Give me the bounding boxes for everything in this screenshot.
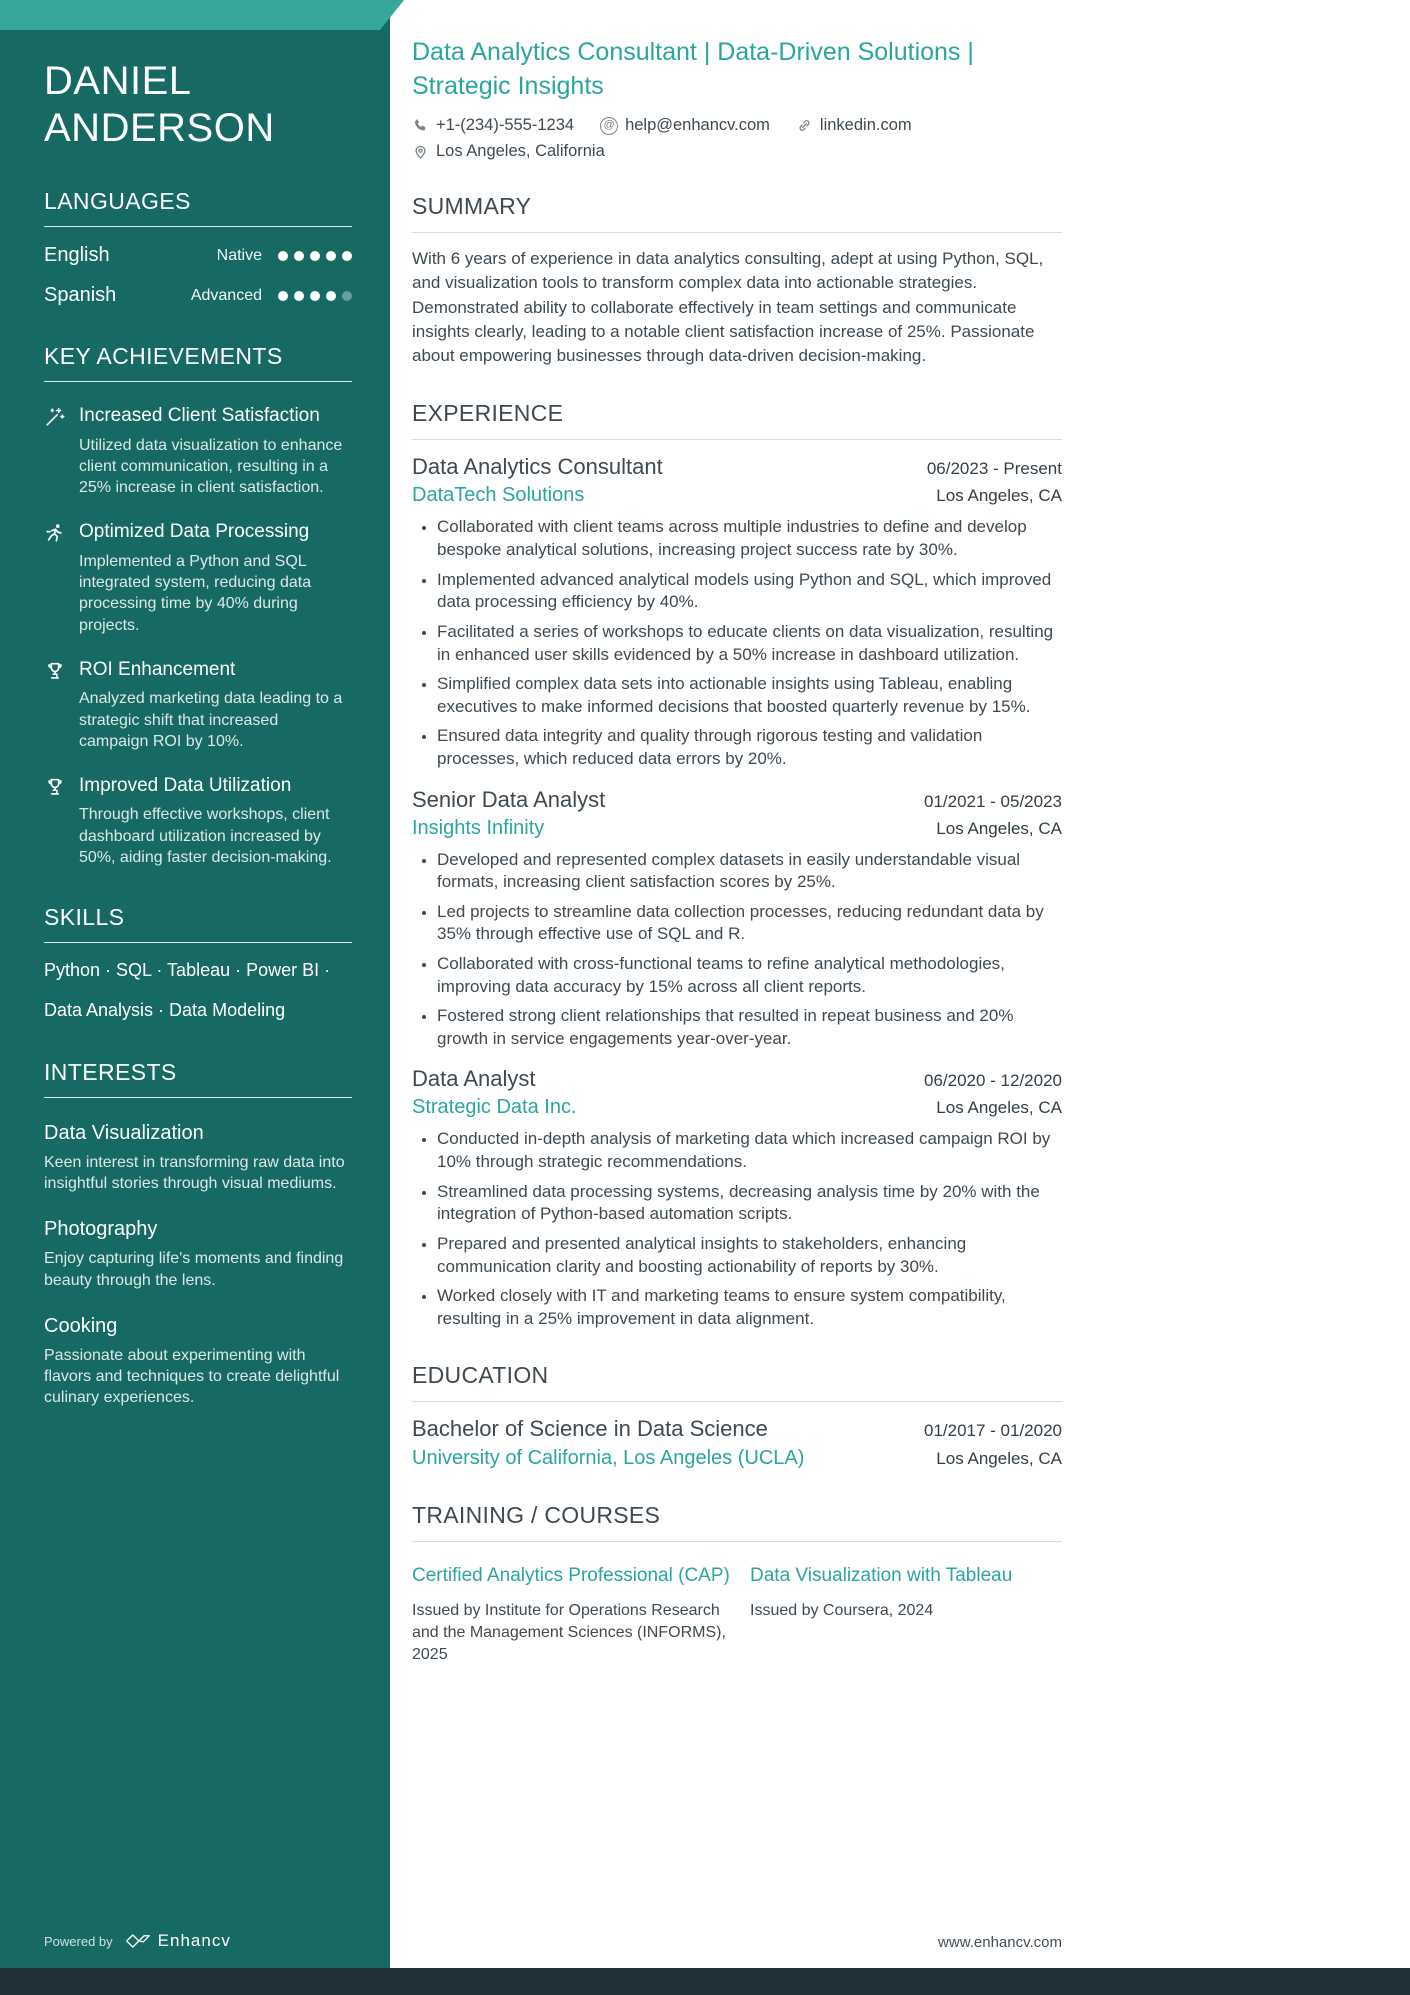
skills-section	[44, 904, 352, 1023]
education-degree: Bachelor of Science in Data Science	[412, 1416, 768, 1442]
job-location: Los Angeles, CA	[936, 1098, 1062, 1118]
candidate-first-name: DANIEL	[44, 59, 192, 103]
powered-by-label: Powered by	[44, 1933, 113, 1949]
achievement-description: Utilized data visualization to enhance client communication, resulting in a 25% increase in client satisfaction.	[79, 437, 343, 497]
trophy-icon	[44, 774, 66, 868]
phone-icon	[412, 117, 429, 134]
job-role: Data Analyst	[412, 1066, 536, 1092]
job-bullet: • Collaborated with client teams across multiple industries to define and develop bespoke analytical solutions, increasing project success rate by 30%.	[437, 516, 1062, 561]
job-bullet: • Prepared and presented analytical insights to stakeholders, enhancing communication clarity and boosting actionability of reports by 30%.	[437, 1233, 1062, 1278]
course-name: Certified Analytics Professional (CAP)	[412, 1565, 730, 1587]
language-proficiency-dots	[278, 291, 352, 301]
job-bullet: • Worked closely with IT and marketing teams to ensure system compatibility, resulting in a 25% improvement in data alignment.	[437, 1285, 1062, 1330]
job-bullet-list	[412, 1128, 1062, 1330]
education-dates: 01/2017 - 01/2020	[923, 1421, 1062, 1441]
job-company: Insights Infinity	[412, 816, 545, 839]
job-bullet: • Collaborated with cross-functional teams to refine analytical methodologies, improving data accuracy by 15% across all client reports.	[437, 953, 1062, 998]
education-section	[412, 1362, 1062, 1470]
job-dates: 06/2020 - 12/2020	[923, 1071, 1062, 1091]
dot-filled	[294, 291, 304, 301]
training-heading: TRAINING / COURSES	[412, 1502, 1062, 1542]
job-role: Data Analytics Consultant	[412, 454, 663, 480]
job-bullet: • Developed and represented complex datasets in easily understandable visual formats, increasing client satisfaction scores by 25%.	[437, 849, 1062, 894]
interest-description: Keen interest in transforming raw data into insightful stories through visual mediums.	[44, 1154, 345, 1193]
job-location: Los Angeles, CA	[936, 818, 1062, 838]
email-address: help@enhancv.com	[625, 116, 770, 134]
interest-description: Enjoy capturing life's moments and finding beauty through the lens.	[44, 1250, 344, 1289]
skills-list-line: Data Analysis · Data Modeling	[44, 999, 286, 1020]
training-section	[412, 1502, 1062, 1666]
achievement-item	[44, 404, 352, 498]
sidebar-footer	[44, 1931, 231, 1951]
job-bullet: • Simplified complex data sets into actionable insights using Tableau, enabling executives to make informed decisions that boosted quarterly revenue by 15%.	[437, 673, 1062, 718]
job-location: Los Angeles, CA	[936, 486, 1062, 506]
job-bullet-list	[412, 849, 1062, 1051]
job-dates: 01/2021 - 05/2023	[923, 791, 1062, 811]
dot-filled	[278, 251, 288, 261]
experience-entry	[412, 1066, 1062, 1330]
enhancv-brand[interactable]	[125, 1931, 231, 1951]
link-icon	[796, 117, 813, 134]
achievement-body	[79, 520, 347, 635]
job-company: DataTech Solutions	[412, 484, 585, 507]
education-location: Los Angeles, CA	[936, 1449, 1062, 1469]
achievement-title: ROI Enhancement	[79, 658, 236, 680]
location-row	[412, 142, 1062, 161]
experience-section	[412, 400, 1062, 1330]
email-icon: @	[600, 117, 618, 135]
candidate-last-name: ANDERSON	[44, 106, 275, 151]
location-contact	[412, 142, 605, 161]
job-bullet: • Facilitated a series of workshops to educate clients on data visualization, resulting in enhanced user skills evidenced by a 50% increase in dashboard utilization.	[437, 621, 1062, 666]
phone-contact	[412, 116, 574, 135]
achievement-title: Improved Data Utilization	[79, 774, 292, 796]
education-school: University of California, Los Angeles (UCLA)	[412, 1447, 805, 1470]
dot-filled	[310, 251, 320, 261]
summary-text: With 6 years of experience in data analytics consulting, adept at using Python, SQL, and visualization tools to transform complex data into actionable strategies. Demonstrated ability to collaborate effectively in team settings and communicate insights clearly, leading to a notable client satisfaction increase of 25%. Passionate about empowering businesses through data-driven decision-making.	[412, 249, 1044, 366]
link-text: linkedin.com	[819, 116, 912, 134]
candidate-name	[44, 58, 352, 152]
achievement-item	[44, 520, 352, 635]
course-name: Data Visualization with Tableau	[750, 1565, 1013, 1587]
enhancv-logo-icon	[125, 1932, 151, 1950]
achievement-title: Increased Client Satisfaction	[79, 405, 320, 427]
dot-filled	[342, 251, 352, 261]
interest-title: Cooking	[44, 1314, 118, 1337]
course-entry	[412, 1564, 742, 1666]
language-proficiency-dots	[278, 251, 352, 261]
language-level: Native	[216, 246, 262, 264]
resume-main	[412, 36, 1062, 1666]
languages-heading: LANGUAGES	[44, 188, 352, 227]
link-contact[interactable]	[796, 116, 912, 135]
dot-filled	[326, 251, 336, 261]
sidebar	[0, 0, 390, 1995]
achievement-description: Analyzed marketing data leading to a strategic shift that increased campaign ROI by 10%.	[79, 690, 343, 750]
language-row	[44, 284, 352, 307]
interest-title: Data Visualization	[44, 1122, 204, 1145]
summary-heading: SUMMARY	[412, 193, 1062, 233]
course-issuer: Issued by Institute for Operations Research and the Management Sciences (INFORMS), 2025	[412, 1602, 726, 1664]
email-contact[interactable]	[600, 116, 770, 135]
location-text: Los Angeles, California	[436, 142, 605, 160]
experience-entry	[412, 454, 1062, 770]
job-bullet: • Led projects to streamline data collection processes, reducing redundant data by 35% through effective use of SQL and R.	[437, 901, 1062, 946]
enhancv-website-link[interactable]: www.enhancv.com	[938, 1934, 1062, 1951]
language-row	[44, 244, 352, 267]
achievement-title: Optimized Data Processing	[79, 521, 310, 543]
achievement-body	[79, 404, 347, 498]
contact-row	[412, 116, 1062, 135]
interests-section	[44, 1059, 352, 1408]
job-bullet: • Fostered strong client relationships that resulted in repeat business and 20% growth in service engagements year-over-year.	[437, 1005, 1062, 1050]
location-pin-icon	[412, 143, 429, 160]
skills-list-line: Python · SQL · Tableau · Power BI ·	[44, 959, 331, 980]
achievement-item	[44, 658, 352, 752]
wand-icon	[44, 404, 66, 498]
job-bullet-list	[412, 516, 1062, 770]
job-bullet: • Streamlined data processing systems, decreasing analysis time by 20% with the integration of Python-based automation scripts.	[437, 1181, 1062, 1226]
phone-number: +1-(234)-555-1234	[436, 116, 575, 134]
achievement-body	[79, 774, 347, 868]
achievement-body	[79, 658, 347, 752]
experience-heading: EXPERIENCE	[412, 400, 1062, 440]
dot-filled	[326, 291, 336, 301]
language-name: Spanish	[44, 284, 117, 307]
interests-heading: INTERESTS	[44, 1059, 352, 1098]
runner-icon	[44, 520, 66, 635]
dot-filled	[294, 251, 304, 261]
job-bullet: • Implemented advanced analytical models using Python and SQL, which improved data processing efficiency by 40%.	[437, 569, 1062, 614]
dot-filled	[310, 291, 320, 301]
course-issuer: Issued by Coursera, 2024	[750, 1602, 934, 1620]
achievements-section	[44, 343, 352, 867]
top-accent-bar	[0, 0, 404, 30]
job-bullet: • Conducted in-depth analysis of marketing data which increased campaign ROI by 10% through strategic recommendations.	[437, 1128, 1062, 1173]
trophy-icon	[44, 658, 66, 752]
education-heading: EDUCATION	[412, 1362, 1062, 1402]
achievements-heading: KEY ACHIEVEMENTS	[44, 343, 352, 382]
bottom-bar	[0, 1968, 1410, 1995]
training-grid	[412, 1564, 1062, 1666]
dot-filled	[278, 291, 288, 301]
languages-section	[44, 188, 352, 307]
achievement-item	[44, 774, 352, 868]
summary-section	[412, 193, 1062, 368]
job-dates: 06/2023 - Present	[926, 459, 1062, 479]
course-entry	[750, 1564, 1062, 1666]
job-bullet: • Ensured data integrity and quality through rigorous testing and validation processes, which reduced data errors by 20%.	[437, 725, 1062, 770]
language-level: Advanced	[190, 286, 262, 304]
language-name: English	[44, 244, 110, 267]
enhancv-wordmark: Enhancv	[157, 1931, 231, 1950]
headline-title: Data Analytics Consultant | Data-Driven Solutions | Strategic Insights	[412, 38, 974, 100]
achievement-description: Implemented a Python and SQL integrated system, reducing data processing time by 40% during projects.	[79, 553, 312, 634]
interest-title: Photography	[44, 1218, 158, 1241]
skills-heading: SKILLS	[44, 904, 352, 943]
job-company: Strategic Data Inc.	[412, 1096, 577, 1119]
experience-entry	[412, 787, 1062, 1051]
job-role: Senior Data Analyst	[412, 786, 606, 812]
interest-description: Passionate about experimenting with flavors and techniques to create delightful culinary experiences.	[44, 1346, 340, 1406]
achievement-description: Through effective workshops, client dashboard utilization increased by 50%, aiding faster decision-making.	[79, 806, 332, 866]
dot-empty	[342, 291, 352, 301]
